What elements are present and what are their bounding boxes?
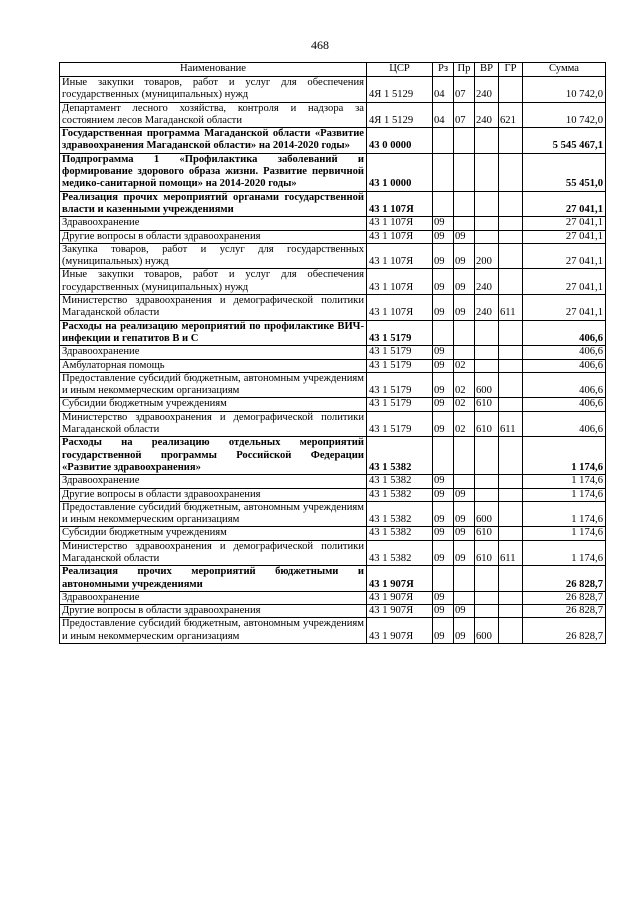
- cell-sum: 406,6: [523, 320, 606, 346]
- cell-pr: 09: [454, 243, 475, 269]
- cell-vr: 610: [475, 527, 499, 540]
- cell-csr: 43 1 107Я: [367, 191, 433, 217]
- cell-pr: [454, 346, 475, 359]
- cell-pr: 09: [454, 501, 475, 527]
- cell-gr: [499, 605, 523, 618]
- cell-name: Министерство здравоохранения и демографической политики Магаданской области: [60, 540, 367, 566]
- cell-sum: 1 174,6: [523, 437, 606, 475]
- cell-sum: 406,6: [523, 398, 606, 411]
- cell-gr: [499, 153, 523, 191]
- cell-csr: 43 1 5382: [367, 527, 433, 540]
- cell-name: Подпрограмма 1 «Профилактика заболеваний и формирование здорового образа жизни. Развитие первичной медико-санитарной помощи» на 2014-2020 годы»: [60, 153, 367, 191]
- cell-pr: 09: [454, 230, 475, 243]
- cell-sum: 27 041,1: [523, 191, 606, 217]
- cell-sum: 26 828,7: [523, 591, 606, 604]
- cell-name: Расходы на реализацию отдельных мероприятий государственной программы Российской Федерации «Развитие здравоохранения»: [60, 437, 367, 475]
- cell-rz: 09: [433, 488, 454, 501]
- cell-pr: [454, 437, 475, 475]
- table-row: [60, 269, 606, 295]
- table-row: [60, 618, 606, 644]
- cell-vr: 240: [475, 295, 499, 321]
- cell-csr: 43 1 107Я: [367, 269, 433, 295]
- table-row: [60, 527, 606, 540]
- cell-sum: 5 545 467,1: [523, 128, 606, 154]
- table-row: [60, 77, 606, 103]
- cell-gr: [499, 475, 523, 488]
- cell-rz: 09: [433, 618, 454, 644]
- table-row: [60, 102, 606, 128]
- cell-gr: [499, 320, 523, 346]
- cell-sum: 10 742,0: [523, 102, 606, 128]
- cell-csr: 43 1 5179: [367, 346, 433, 359]
- cell-pr: 09: [454, 540, 475, 566]
- table-row: [60, 437, 606, 475]
- cell-gr: [499, 217, 523, 230]
- header-pr: Пр: [454, 63, 475, 77]
- cell-pr: 07: [454, 102, 475, 128]
- cell-rz: 09: [433, 217, 454, 230]
- cell-pr: 02: [454, 398, 475, 411]
- table-header-row: [60, 63, 606, 77]
- cell-csr: 43 1 107Я: [367, 217, 433, 230]
- table-row: [60, 320, 606, 346]
- cell-csr: 43 1 5179: [367, 372, 433, 398]
- cell-csr: 4Я 1 5129: [367, 77, 433, 103]
- header-name: Наименование: [60, 63, 367, 77]
- cell-sum: 406,6: [523, 359, 606, 372]
- cell-pr: [454, 320, 475, 346]
- cell-name: Расходы на реализацию мероприятий по профилактике ВИЧ-инфекции и гепатитов В и С: [60, 320, 367, 346]
- cell-name: Амбулаторная помощь: [60, 359, 367, 372]
- cell-csr: 43 1 907Я: [367, 566, 433, 592]
- cell-name: Министерство здравоохранения и демографической политики Магаданской области: [60, 295, 367, 321]
- cell-gr: [499, 398, 523, 411]
- cell-vr: 610: [475, 540, 499, 566]
- header-csr: ЦСР: [367, 63, 433, 77]
- cell-rz: 09: [433, 230, 454, 243]
- cell-rz: 09: [433, 475, 454, 488]
- cell-name: Субсидии бюджетным учреждениям: [60, 527, 367, 540]
- cell-rz: 09: [433, 527, 454, 540]
- cell-rz: 09: [433, 411, 454, 437]
- cell-gr: [499, 243, 523, 269]
- table-row: [60, 566, 606, 592]
- cell-rz: 04: [433, 102, 454, 128]
- cell-rz: 09: [433, 605, 454, 618]
- cell-name: Другие вопросы в области здравоохранения: [60, 488, 367, 501]
- cell-name: Департамент лесного хозяйства, контроля и надзора за состоянием лесов Магаданской области: [60, 102, 367, 128]
- cell-pr: [454, 128, 475, 154]
- cell-sum: 27 041,1: [523, 217, 606, 230]
- table-body: [60, 77, 606, 644]
- cell-vr: 240: [475, 102, 499, 128]
- cell-name: Здравоохранение: [60, 475, 367, 488]
- cell-pr: [454, 591, 475, 604]
- cell-sum: 55 451,0: [523, 153, 606, 191]
- cell-pr: 02: [454, 372, 475, 398]
- table-row: [60, 605, 606, 618]
- cell-vr: [475, 230, 499, 243]
- table-row: [60, 411, 606, 437]
- cell-csr: 43 1 5179: [367, 398, 433, 411]
- cell-rz: 09: [433, 269, 454, 295]
- cell-vr: 240: [475, 269, 499, 295]
- cell-pr: [454, 566, 475, 592]
- cell-csr: 43 1 107Я: [367, 230, 433, 243]
- cell-gr: [499, 346, 523, 359]
- cell-vr: [475, 359, 499, 372]
- cell-pr: 09: [454, 618, 475, 644]
- cell-gr: [499, 437, 523, 475]
- cell-rz: [433, 191, 454, 217]
- cell-rz: 09: [433, 372, 454, 398]
- table-row: [60, 191, 606, 217]
- cell-sum: 27 041,1: [523, 269, 606, 295]
- cell-pr: 09: [454, 269, 475, 295]
- table-row: [60, 217, 606, 230]
- cell-csr: 43 1 907Я: [367, 605, 433, 618]
- cell-csr: 43 1 5179: [367, 411, 433, 437]
- cell-gr: [499, 77, 523, 103]
- cell-sum: 26 828,7: [523, 605, 606, 618]
- cell-csr: 43 1 907Я: [367, 591, 433, 604]
- cell-sum: 406,6: [523, 372, 606, 398]
- cell-csr: 43 1 107Я: [367, 243, 433, 269]
- cell-rz: 09: [433, 359, 454, 372]
- cell-pr: 09: [454, 527, 475, 540]
- cell-gr: [499, 359, 523, 372]
- cell-csr: 43 1 5179: [367, 320, 433, 346]
- cell-vr: 240: [475, 77, 499, 103]
- cell-sum: 1 174,6: [523, 488, 606, 501]
- cell-csr: 43 1 0000: [367, 153, 433, 191]
- cell-sum: 27 041,1: [523, 295, 606, 321]
- table-row: [60, 398, 606, 411]
- cell-name: Государственная программа Магаданской области «Развитие здравоохранения Магаданской области» на 2014-2020 годы»: [60, 128, 367, 154]
- cell-rz: [433, 128, 454, 154]
- cell-sum: 406,6: [523, 411, 606, 437]
- table-row: [60, 372, 606, 398]
- cell-name: Здравоохранение: [60, 591, 367, 604]
- cell-name: Здравоохранение: [60, 346, 367, 359]
- cell-vr: [475, 346, 499, 359]
- table-row: [60, 346, 606, 359]
- cell-name: Иные закупки товаров, работ и услуг для обеспечения государственных (муниципальных) нужд: [60, 269, 367, 295]
- cell-sum: 27 041,1: [523, 243, 606, 269]
- cell-pr: 07: [454, 77, 475, 103]
- cell-name: Предоставление субсидий бюджетным, автономным учреждениям и иным некоммерческим организациям: [60, 372, 367, 398]
- table-row: [60, 540, 606, 566]
- table-row: [60, 295, 606, 321]
- cell-vr: [475, 128, 499, 154]
- cell-csr: 43 1 5382: [367, 501, 433, 527]
- cell-vr: [475, 488, 499, 501]
- cell-gr: [499, 527, 523, 540]
- cell-csr: 43 1 5382: [367, 540, 433, 566]
- cell-gr: 611: [499, 411, 523, 437]
- cell-gr: [499, 488, 523, 501]
- cell-name: Здравоохранение: [60, 217, 367, 230]
- cell-sum: 1 174,6: [523, 527, 606, 540]
- cell-rz: [433, 437, 454, 475]
- cell-gr: [499, 501, 523, 527]
- cell-vr: [475, 475, 499, 488]
- cell-name: Закупка товаров, работ и услуг для государственных (муниципальных) нужд: [60, 243, 367, 269]
- table-row: [60, 501, 606, 527]
- cell-vr: [475, 591, 499, 604]
- cell-gr: 611: [499, 540, 523, 566]
- cell-name: Реализация прочих мероприятий бюджетными и автономными учреждениями: [60, 566, 367, 592]
- page-number: 468: [311, 38, 329, 52]
- table-row: [60, 488, 606, 501]
- cell-gr: [499, 191, 523, 217]
- cell-rz: [433, 320, 454, 346]
- cell-rz: 09: [433, 501, 454, 527]
- cell-rz: 09: [433, 346, 454, 359]
- table-row: [60, 230, 606, 243]
- header-gr: ГР: [499, 63, 523, 77]
- cell-name: Реализация прочих мероприятий органами государственной власти и казенными учреждениями: [60, 191, 367, 217]
- cell-csr: 43 1 5382: [367, 475, 433, 488]
- cell-gr: [499, 591, 523, 604]
- cell-vr: 600: [475, 618, 499, 644]
- cell-vr: [475, 153, 499, 191]
- cell-csr: 43 1 107Я: [367, 295, 433, 321]
- cell-gr: [499, 230, 523, 243]
- table-row: [60, 153, 606, 191]
- cell-name: Предоставление субсидий бюджетным, автономным учреждениям и иным некоммерческим организациям: [60, 501, 367, 527]
- cell-vr: [475, 566, 499, 592]
- cell-pr: 02: [454, 359, 475, 372]
- cell-csr: 43 0 0000: [367, 128, 433, 154]
- cell-name: Другие вопросы в области здравоохранения: [60, 230, 367, 243]
- cell-name: Министерство здравоохранения и демографической политики Магаданской области: [60, 411, 367, 437]
- cell-pr: 09: [454, 295, 475, 321]
- cell-sum: 1 174,6: [523, 475, 606, 488]
- cell-rz: 09: [433, 243, 454, 269]
- cell-csr: 4Я 1 5129: [367, 102, 433, 128]
- cell-vr: [475, 605, 499, 618]
- cell-vr: [475, 320, 499, 346]
- cell-sum: 10 742,0: [523, 77, 606, 103]
- cell-rz: 09: [433, 591, 454, 604]
- cell-sum: 1 174,6: [523, 540, 606, 566]
- cell-csr: 43 1 5382: [367, 437, 433, 475]
- cell-vr: 600: [475, 501, 499, 527]
- cell-pr: [454, 153, 475, 191]
- cell-rz: 09: [433, 295, 454, 321]
- cell-rz: [433, 153, 454, 191]
- cell-pr: 09: [454, 605, 475, 618]
- header-rz: Рз: [433, 63, 454, 77]
- cell-vr: 610: [475, 398, 499, 411]
- table-row: [60, 128, 606, 154]
- cell-csr: 43 1 907Я: [367, 618, 433, 644]
- cell-csr: 43 1 5179: [367, 359, 433, 372]
- cell-rz: 04: [433, 77, 454, 103]
- budget-table: [59, 62, 606, 644]
- table-row: [60, 243, 606, 269]
- cell-rz: 09: [433, 540, 454, 566]
- cell-pr: 02: [454, 411, 475, 437]
- cell-name: Иные закупки товаров, работ и услуг для обеспечения государственных (муниципальных) нужд: [60, 77, 367, 103]
- cell-vr: 200: [475, 243, 499, 269]
- cell-pr: [454, 475, 475, 488]
- cell-vr: 610: [475, 411, 499, 437]
- header-vr: ВР: [475, 63, 499, 77]
- cell-gr: [499, 372, 523, 398]
- cell-csr: 43 1 5382: [367, 488, 433, 501]
- cell-vr: [475, 217, 499, 230]
- cell-sum: 27 041,1: [523, 230, 606, 243]
- cell-gr: [499, 566, 523, 592]
- cell-vr: [475, 191, 499, 217]
- cell-sum: 1 174,6: [523, 501, 606, 527]
- table-row: [60, 475, 606, 488]
- header-sum: Сумма: [523, 63, 606, 77]
- cell-vr: 600: [475, 372, 499, 398]
- cell-gr: [499, 269, 523, 295]
- cell-sum: 26 828,7: [523, 566, 606, 592]
- cell-sum: 406,6: [523, 346, 606, 359]
- cell-gr: 611: [499, 295, 523, 321]
- cell-name: Предоставление субсидий бюджетным, автономным учреждениям и иным некоммерческим организациям: [60, 618, 367, 644]
- cell-vr: [475, 437, 499, 475]
- cell-rz: [433, 566, 454, 592]
- table-row: [60, 591, 606, 604]
- cell-sum: 26 828,7: [523, 618, 606, 644]
- cell-gr: [499, 618, 523, 644]
- cell-gr: [499, 128, 523, 154]
- cell-rz: 09: [433, 398, 454, 411]
- table-row: [60, 359, 606, 372]
- cell-name: Другие вопросы в области здравоохранения: [60, 605, 367, 618]
- cell-gr: 621: [499, 102, 523, 128]
- cell-pr: [454, 191, 475, 217]
- cell-pr: 09: [454, 488, 475, 501]
- cell-name: Субсидии бюджетным учреждениям: [60, 398, 367, 411]
- cell-pr: [454, 217, 475, 230]
